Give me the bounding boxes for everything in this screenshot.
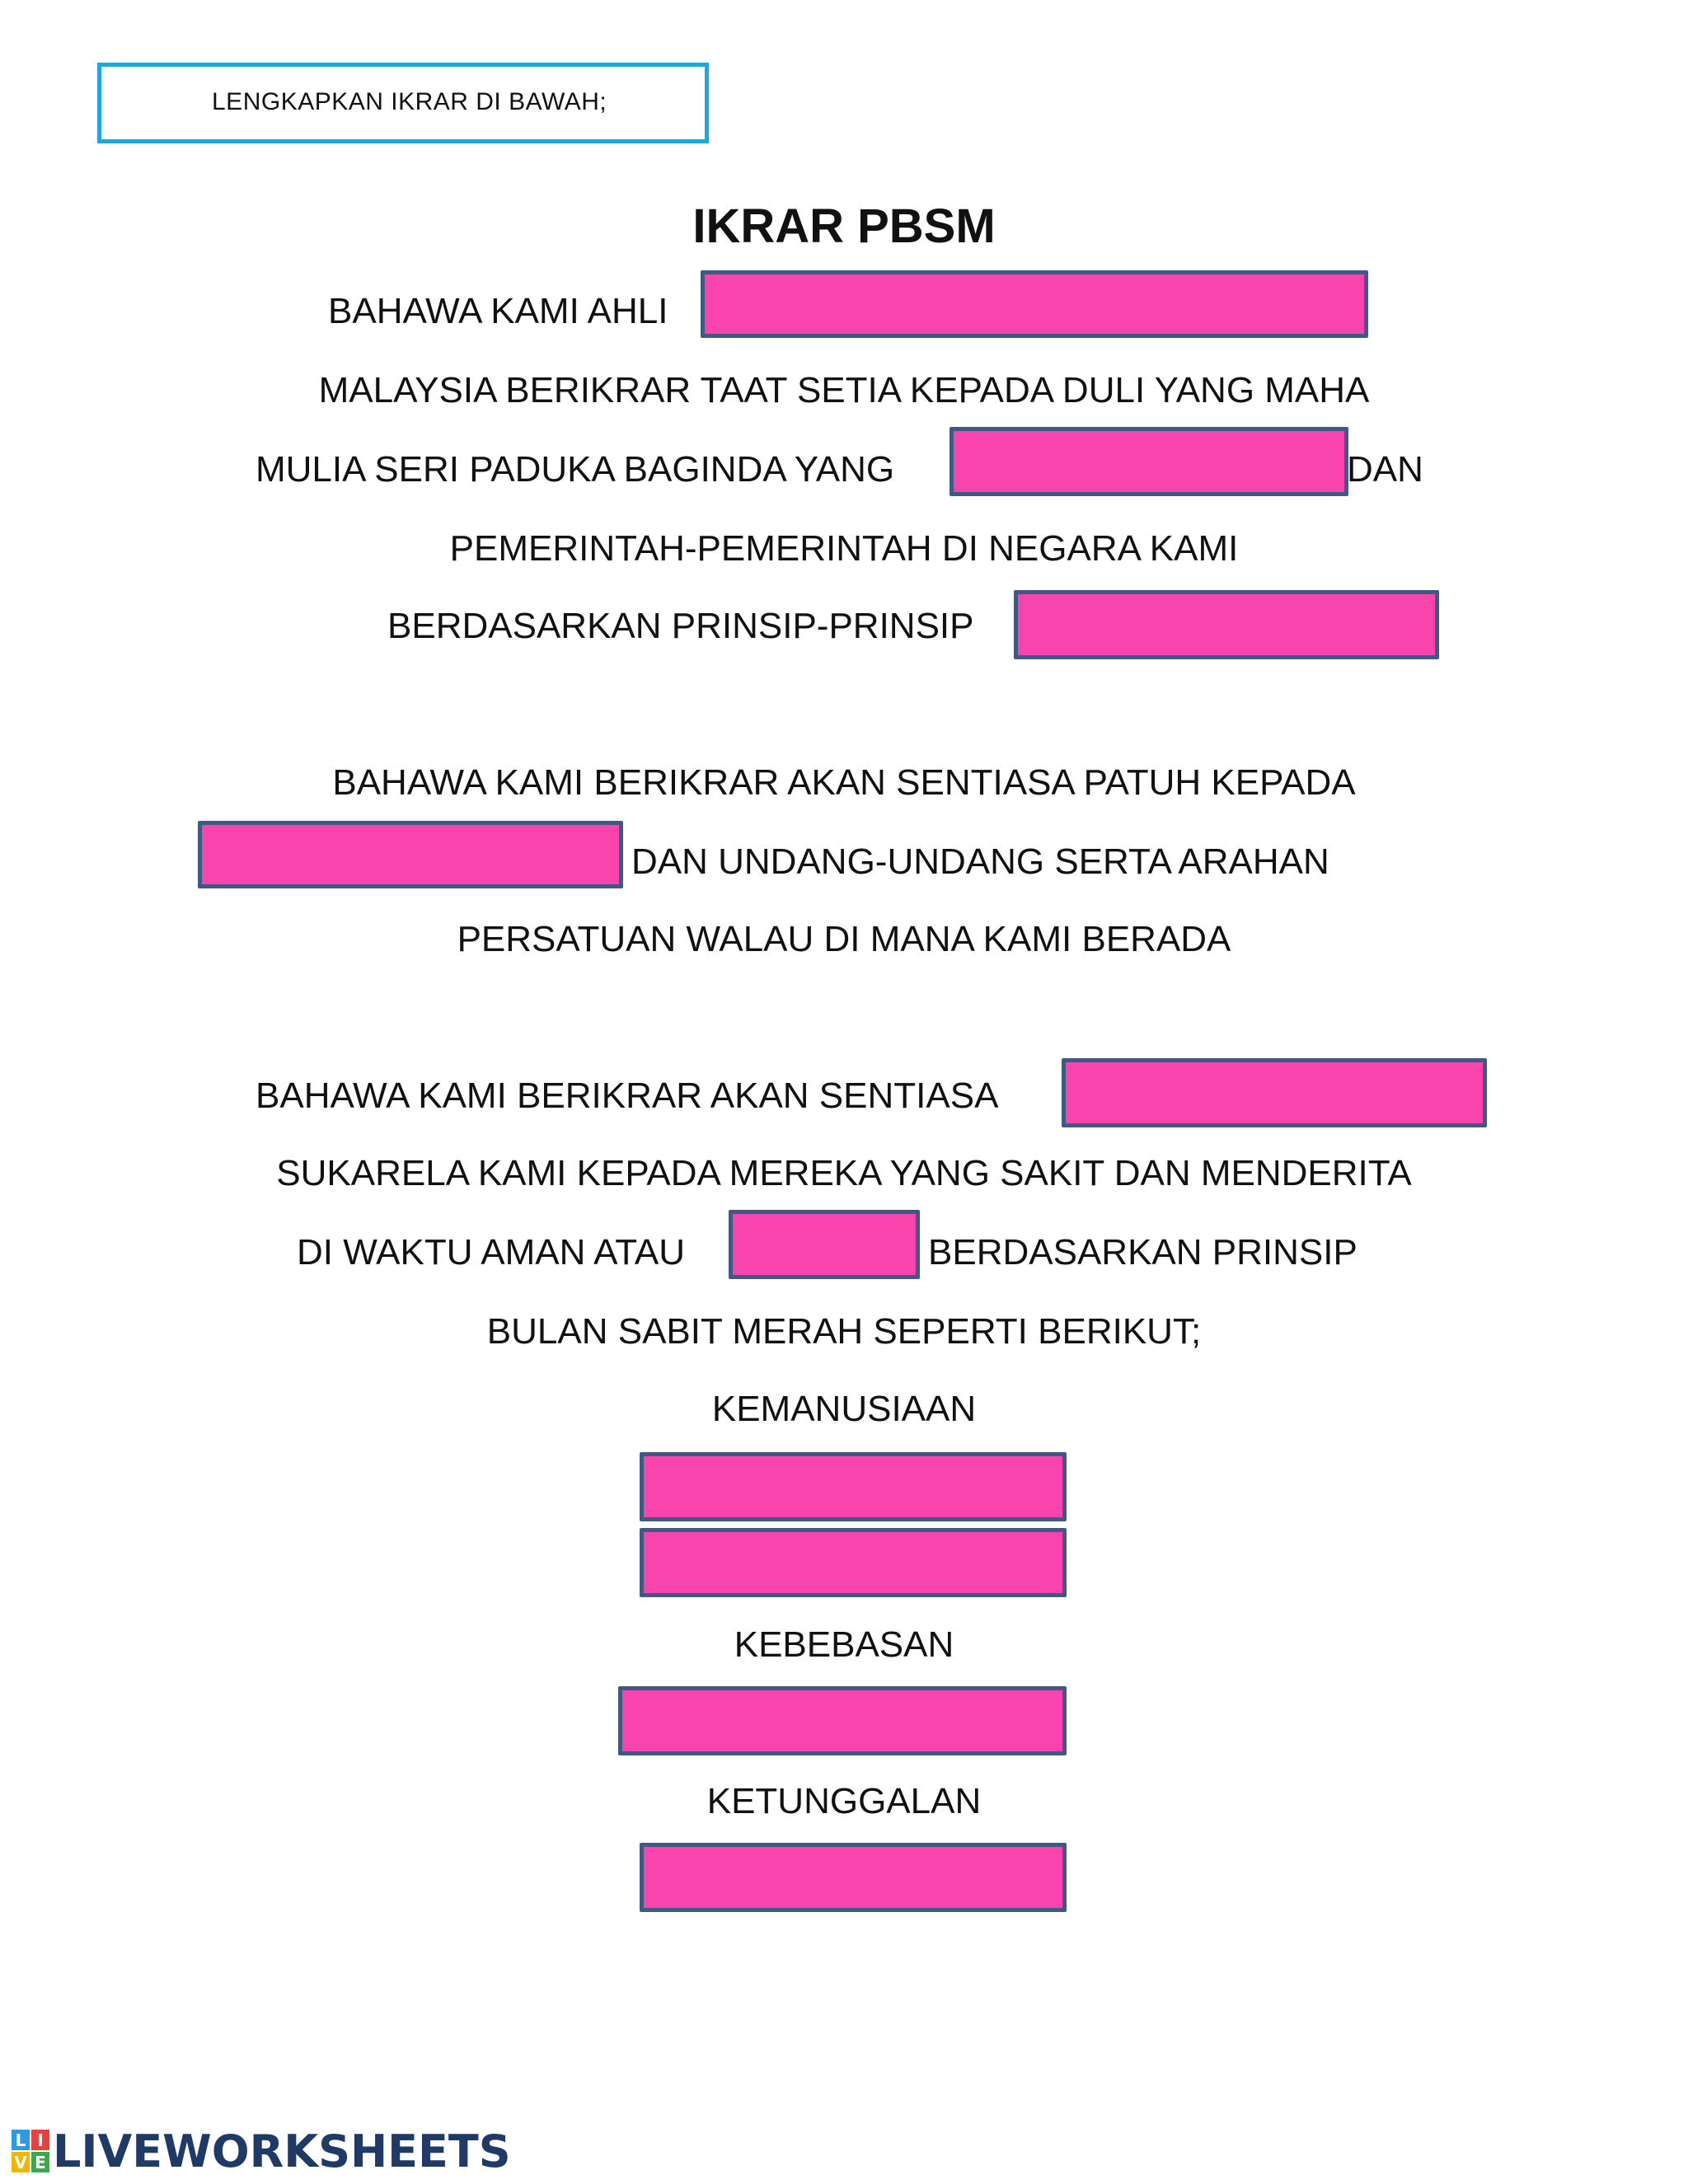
principle-kemanusiaan: KEMANUSIAAN xyxy=(711,1389,977,1429)
badge-letter-e: E xyxy=(31,2152,49,2172)
pledge-line-1: BAHAWA KAMI AHLI xyxy=(328,291,668,331)
badge-letter-l: L xyxy=(12,2130,30,2150)
answer-blank-6[interactable] xyxy=(729,1210,920,1279)
instruction-box xyxy=(97,63,709,143)
answer-blank-8[interactable] xyxy=(640,1528,1067,1597)
pledge-line-9: BAHAWA KAMI BERIKRAR AKAN SENTIASA xyxy=(256,1076,999,1116)
answer-blank-10[interactable] xyxy=(640,1843,1067,1912)
pledge-line-11-start: DI WAKTU AMAN ATAU xyxy=(297,1232,686,1272)
page-title: IKRAR PBSM xyxy=(692,199,996,253)
principle-kebebasan: KEBEBASAN xyxy=(734,1624,954,1665)
pledge-line-10: SUKARELA KAMI KEPADA MEREKA YANG SAKIT DAN MENDERITA xyxy=(276,1153,1412,1193)
badge-letter-i: I xyxy=(31,2130,49,2150)
pledge-line-12: BULAN SABIT MERAH SEPERTI BERIKUT; xyxy=(486,1311,1202,1352)
pledge-line-2: MALAYSIA BERIKRAR TAAT SETIA KEPADA DULI YANG MAHA xyxy=(318,370,1370,410)
pledge-line-6: BAHAWA KAMI BERIKRAR AKAN SENTIASA PATUH KEPADA xyxy=(332,762,1356,803)
pledge-line-4: PEMERINTAH-PEMERINTAH DI NEGARA KAMI xyxy=(449,528,1239,569)
principle-ketunggalan: KETUNGGALAN xyxy=(706,1781,982,1821)
answer-blank-9[interactable] xyxy=(618,1686,1067,1755)
answer-blank-5[interactable] xyxy=(1062,1058,1487,1127)
live-badge-icon xyxy=(12,2130,49,2172)
pledge-line-8: PERSATUAN WALAU DI MANA KAMI BERADA xyxy=(457,919,1231,959)
brand-name: LIVEWORKSHEETS xyxy=(53,2125,511,2177)
instruction-text: LENGKAPKAN IKRAR DI BAWAH; xyxy=(212,88,607,115)
answer-blank-7[interactable] xyxy=(640,1452,1067,1521)
answer-blank-3[interactable] xyxy=(1014,590,1439,659)
pledge-line-3: MULIA SERI PADUKA BAGINDA YANG xyxy=(256,449,895,490)
badge-letter-v: V xyxy=(12,2152,30,2172)
pledge-line-7: DAN UNDANG-UNDANG SERTA ARAHAN xyxy=(631,841,1329,882)
pledge-line-3-end: DAN xyxy=(1347,449,1423,490)
liveworksheets-logo[interactable] xyxy=(12,2126,511,2176)
pledge-line-11-end: BERDASARKAN PRINSIP xyxy=(928,1232,1357,1272)
pledge-line-5: BERDASARKAN PRINSIP-PRINSIP xyxy=(387,606,974,646)
answer-blank-1[interactable] xyxy=(701,270,1368,338)
answer-blank-4[interactable] xyxy=(198,821,623,888)
answer-blank-2[interactable] xyxy=(950,427,1348,496)
